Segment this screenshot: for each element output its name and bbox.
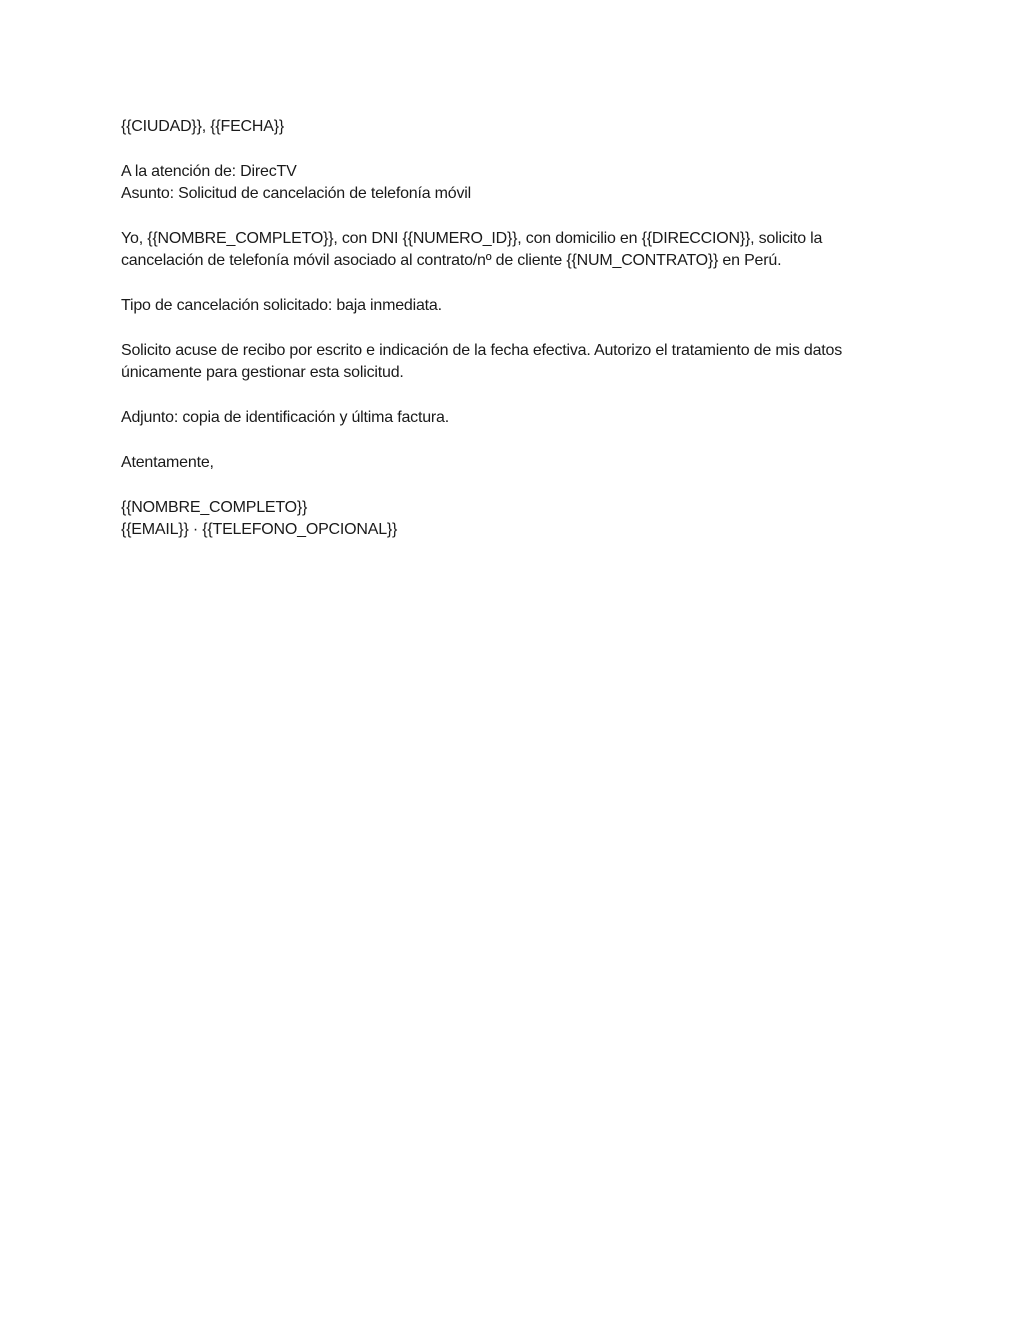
- text-line-request-1: Yo, {{NOMBRE_COMPLETO}}, con DNI {{NUMERO_ID}}, con domicilio en {{DIRECCION}}, solicito la: [121, 230, 823, 247]
- text-line-acknowledgement-1: Solicito acuse de recibo por escrito e indicación de la fecha efectiva. Autorizo el tratamiento de mis datos: [121, 342, 843, 359]
- text-line-signature-name: {{NOMBRE_COMPLETO}}: [121, 498, 308, 516]
- text-line-signature-contact: {{EMAIL}} · {{TELEFONO_OPCIONAL}}: [121, 521, 398, 539]
- text-line-recipient: A la atención de: DirecTV: [121, 162, 297, 180]
- paragraph-recipient-subject: [121, 161, 901, 206]
- text-line-closing: Atentamente,: [121, 454, 214, 471]
- text-line-cancellation-type: Tipo de cancelación solicitado: baja inmediata.: [121, 297, 442, 315]
- text-line-request-2: cancelación de telefonía móvil asociado al contrato/nº de cliente {{NUM_CONTRATO}} en Perú.: [121, 252, 782, 270]
- paragraph-request-body: [121, 228, 901, 273]
- text-line-city-date: {{CIUDAD}}, {{FECHA}}: [121, 118, 285, 135]
- text-line-acknowledgement-2: únicamente para gestionar esta solicitud.: [121, 364, 404, 382]
- paragraph-acknowledgement: [121, 340, 901, 385]
- paragraph-attachments: [121, 407, 901, 429]
- text-line-attachments: Adjunto: copia de identificación y última factura.: [121, 409, 449, 427]
- letter-body: [121, 116, 901, 564]
- paragraph-cancellation-type: [121, 295, 901, 317]
- paragraph-closing: [121, 452, 901, 474]
- paragraph-signature: [121, 497, 901, 542]
- text-line-subject: Asunto: Solicitud de cancelación de telefonía móvil: [121, 185, 472, 203]
- paragraph-city-date: [121, 116, 901, 138]
